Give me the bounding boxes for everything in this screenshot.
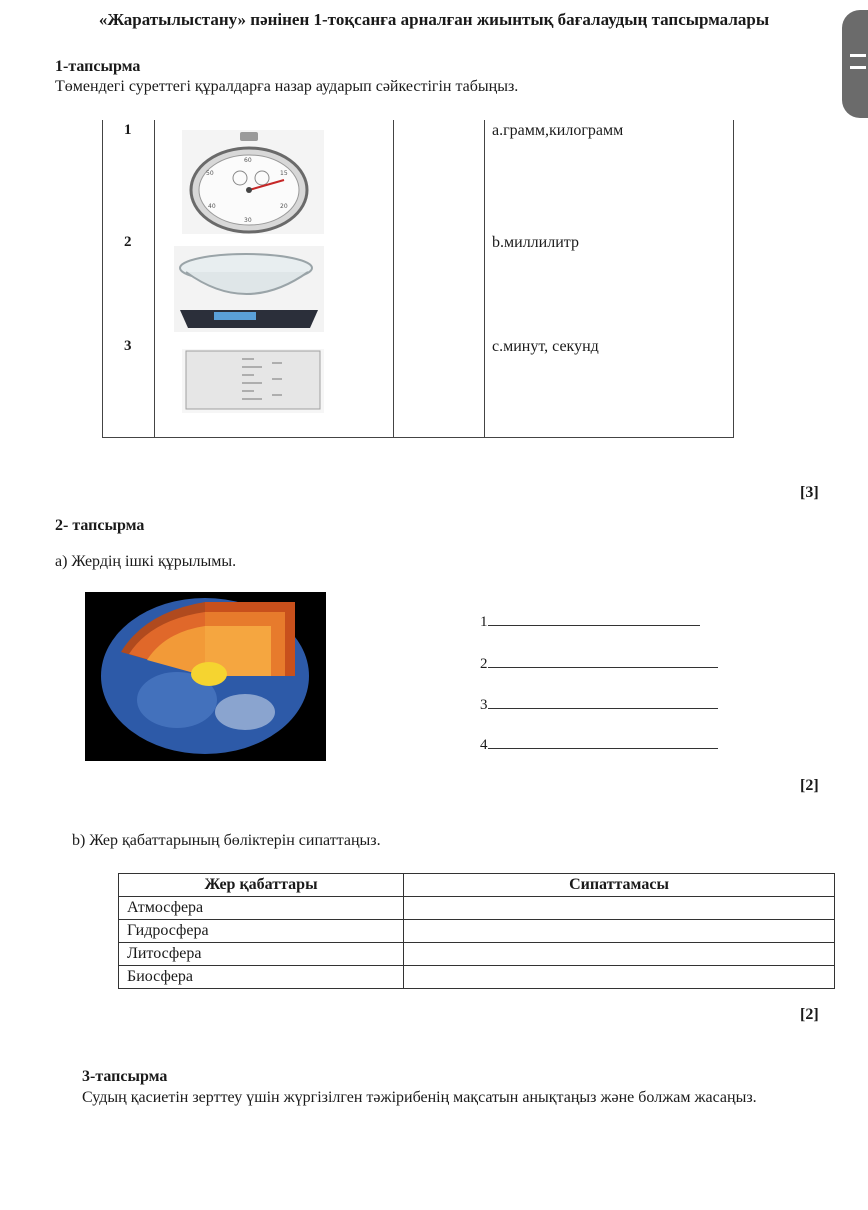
task3-heading: 3-тапсырма [82,1068,168,1085]
task3-instruction: Судың қасиетін зерттеу үшін жүргізілген тәжірибенің мақсатын анықтаңыз және болжам жасаңыз. [82,1089,757,1106]
description-cell[interactable] [404,920,835,943]
row-number: 3 [124,338,132,354]
task1-instruction: Төмендегі суреттегі құралдарға назар аударып сәйкестігін табыңыз. [55,78,519,95]
layer-name: Биосфера [119,966,404,989]
row-number: 1 [124,122,132,138]
matching-table [102,120,734,438]
blank-number: 1 [480,614,488,630]
layer-name: Атмосфера [119,897,404,920]
svg-text:20: 20 [280,203,288,210]
task2-part-b: b) Жер қабаттарының бөліктерін сипаттаңыз. [72,832,381,849]
svg-text:60: 60 [244,157,252,164]
task2-part-a: а) Жердің ішкі құрылымы. [55,553,237,570]
measuring-cylinder-icon [182,349,324,413]
svg-text:40: 40 [208,203,216,210]
scale-icon [174,246,324,332]
layer-name: Гидросфера [119,920,404,943]
answer-blank-3[interactable] [480,696,718,714]
table-row [119,897,835,920]
svg-text:30: 30 [244,217,252,224]
task2b-score: [2] [800,1006,819,1023]
option-a: a.грамм,килограмм [492,122,624,139]
svg-text:50: 50 [206,170,214,177]
column-header: Жер қабаттары [119,874,404,897]
task2a-score: [2] [800,777,819,794]
answer-blank-4[interactable] [480,736,718,754]
row-number: 2 [124,234,132,250]
option-b: b.миллилитр [492,234,579,251]
answer-blank-2[interactable] [480,655,718,673]
blank-number: 4 [480,737,488,753]
earth-structure-image [85,592,326,761]
column-header: Сипаттамасы [404,874,835,897]
side-menu-handle[interactable] [842,10,868,118]
description-cell[interactable] [404,966,835,989]
stopwatch-icon [182,130,324,234]
blank-number: 3 [480,697,488,713]
option-c: c.минут, секунд [492,338,599,355]
layer-name: Литосфера [119,943,404,966]
table-row [119,966,835,989]
blank-number: 2 [480,656,488,672]
description-cell[interactable] [404,943,835,966]
task1-heading: 1-тапсырма [55,58,141,75]
table-row [119,943,835,966]
description-cell[interactable] [404,897,835,920]
answer-blank-1[interactable] [480,613,700,631]
table-row [119,920,835,943]
svg-text:15: 15 [280,170,288,177]
earth-layers-table [118,873,835,989]
page-title: «Жаратылыстану» пәнінен 1-тоқсанға арналған жиынтық бағалаудың тапсырмалары [98,10,770,29]
task1-score: [3] [800,484,819,501]
task2-heading: 2- тапсырма [55,517,145,534]
